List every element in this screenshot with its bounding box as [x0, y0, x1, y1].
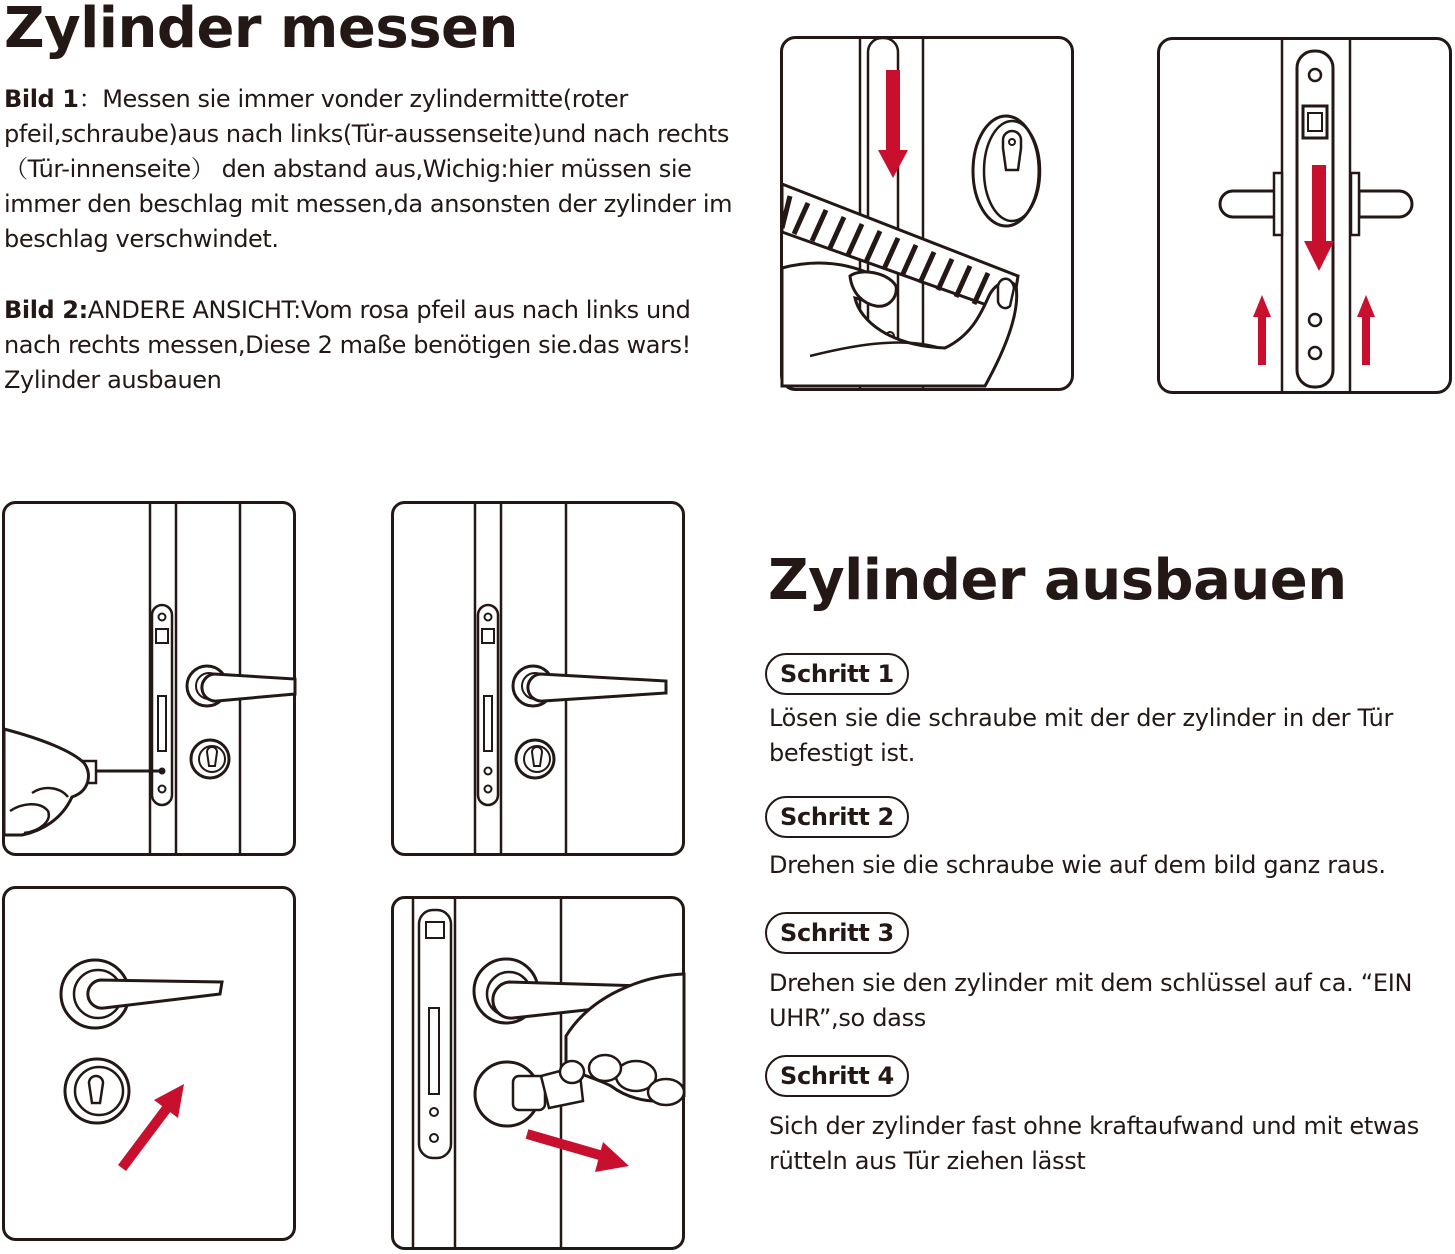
step1-illustration — [2, 501, 297, 857]
bild2-illustration — [1157, 37, 1453, 395]
bild1-paragraph — [4, 82, 744, 257]
remove-title: Zylinder ausbauen — [768, 548, 1347, 613]
step2-illustration — [391, 501, 686, 857]
bild1-text: Messen sie immer vonder zylindermitte(roter pfeil,schraube)aus nach links(Tür-aussenseite)und nach rechts （Tür-innenseite） den abstand aus,Wichig:hier müssen sie immer den beschlag mit messen,da ansonsten der zylinder im beschlag verschwindet. — [4, 85, 733, 253]
step-4-text: Sich der zylinder fast ohne kraftaufwand und mit etwas rütteln aus Tür ziehen lässt — [769, 1112, 1419, 1175]
bild1-separator: ： — [78, 85, 103, 113]
step-3-text: Drehen sie den zylinder mit dem schlüssel auf ca. “EIN UHR”,so dass — [769, 969, 1413, 1032]
step-3-badge: Schritt 3 — [765, 912, 909, 954]
step-2 — [765, 796, 1445, 883]
step-1-badge: Schritt 1 — [765, 653, 909, 695]
step-2-badge: Schritt 2 — [765, 796, 909, 838]
bild2-paragraph — [4, 293, 744, 398]
step-3 — [765, 912, 1445, 1036]
measure-instructions — [4, 82, 744, 398]
step-2-text: Drehen sie die schraube wie auf dem bild ganz raus. — [769, 851, 1386, 879]
bild1-illustration — [780, 36, 1075, 392]
step-1-text: Lösen sie die schraube mit der der zylinder in der Tür befestigt ist. — [769, 704, 1394, 767]
step3-illustration — [2, 886, 297, 1242]
bild2-tail: Zylinder ausbauen — [4, 366, 222, 394]
step-1 — [765, 653, 1445, 771]
bild2-text: ANDERE ANSICHT:Vom rosa pfeil aus nach links und nach rechts messen,Diese 2 maße benötigen sie.das wars! — [4, 296, 691, 359]
step-4-badge: Schritt 4 — [765, 1055, 909, 1097]
step4-illustration — [391, 896, 686, 1252]
bild2-label: Bild 2: — [4, 296, 88, 324]
bild1-label: Bild 1 — [4, 85, 79, 113]
step-4 — [765, 1055, 1445, 1179]
measure-title: Zylinder messen — [4, 0, 518, 61]
